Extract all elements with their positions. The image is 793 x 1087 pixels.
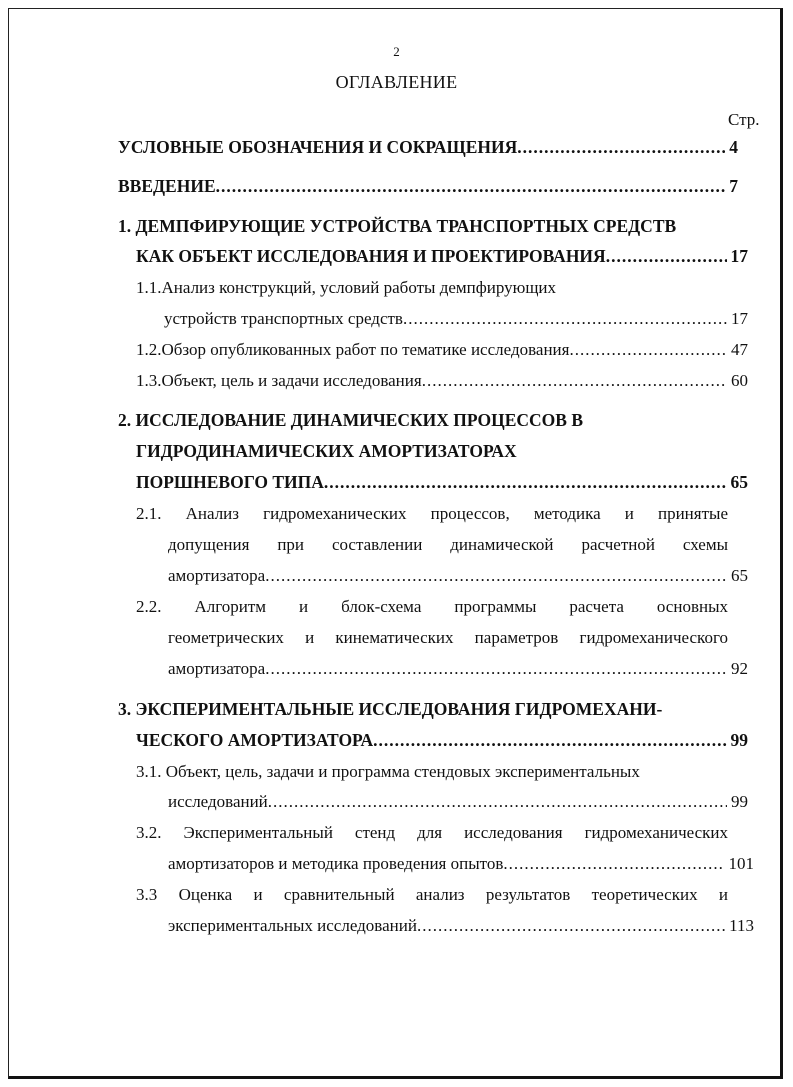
toc-page-number: 65 [731,566,748,585]
page-number: 2 [393,44,400,59]
toc-entry-text: амортизаторов и методика проведения опытов [168,854,504,873]
toc-chapter-2-line-2[interactable] [136,441,748,467]
toc-entry-text: 3.3 Оценка и сравнительный анализ результатов теоретических и [136,885,728,904]
toc-entry-text: КАК ОБЪЕКТ ИССЛЕДОВАНИЯ И ПРОЕКТИРОВАНИЯ [136,246,606,266]
toc-page-number: 101 [728,854,754,873]
toc-leader [324,472,727,493]
toc-chapter-3-line-2[interactable] [136,730,748,756]
toc-page-number: 65 [730,472,748,492]
toc-page-number: 17 [731,309,748,328]
toc-entry-text: амортизатора [168,566,266,585]
toc-section-2-1-line-1[interactable] [136,504,728,530]
toc-leader [503,854,724,874]
toc-page-number: 7 [729,176,738,196]
page-column-header: Стр. [728,110,760,129]
toc-entry-introduction[interactable] [118,176,738,202]
toc-section-3-1-line-2[interactable] [168,792,748,818]
toc-leader [265,566,727,586]
toc-leader [216,176,726,197]
toc-entry-text: ЧЕСКОГО АМОРТИЗАТОРА [136,730,374,750]
toc-chapter-3-line-1[interactable] [118,699,738,725]
toc-entry-text: 1. ДЕМПФИРУЮЩИЕ УСТРОЙСТВА ТРАНСПОРТНЫХ СРЕДСТВ [118,216,677,236]
toc-leader [517,137,725,158]
toc-entry-text: 1.2.Обзор опубликованных работ по тематике исследования [136,340,570,359]
toc-entry-text: 2. ИССЛЕДОВАНИЕ ДИНАМИЧЕСКИХ ПРОЦЕССОВ В [118,410,583,430]
toc-page-number: 60 [731,371,748,390]
toc-entry-text: ПОРШНЕВОГО ТИПА [136,472,324,492]
toc-leader [403,309,727,329]
toc-entry-text: амортизатора [168,659,266,678]
toc-entry-text: ГИДРОДИНАМИЧЕСКИХ АМОРТИЗАТОРАХ [136,441,517,461]
toc-entry-text: геометрических и кинематических параметров гидромеханического [168,628,728,647]
toc-section-2-1-line-3[interactable] [168,566,748,592]
toc-leader [265,659,727,679]
toc-leader [569,340,727,360]
toc-entry-text: допущения при составлении динамической расчетной схемы [168,535,728,554]
toc-leader [268,792,727,812]
toc-section-2-2-line-3[interactable] [168,659,748,685]
toc-page-number: 99 [731,792,748,811]
toc-entry-text: 1.1.Анализ конструкций, условий работы демпфирующих [136,278,557,297]
toc-section-1-1-line-1[interactable] [136,278,748,304]
toc-section-3-1-line-1[interactable] [136,762,748,788]
toc-entry-text: УСЛОВНЫЕ ОБОЗНАЧЕНИЯ И СОКРАЩЕНИЯ [118,137,518,157]
toc-section-3-2-line-1[interactable] [136,823,728,849]
toc-leader [373,730,726,751]
toc-leader [606,246,727,267]
toc-page-number: 4 [729,137,738,157]
toc-section-1-3[interactable] [136,371,748,397]
toc-chapter-1-line-2[interactable] [136,246,748,272]
toc-section-3-2-line-2[interactable] [168,854,754,880]
toc-page-number: 47 [731,340,748,359]
toc-entry-text: 3.2. Экспериментальный стенд для исследования гидромеханических [136,823,728,842]
toc-section-2-1-line-2[interactable] [168,535,728,561]
toc-entry-text: устройств транспортных средств [164,309,403,328]
toc-section-1-2[interactable] [136,340,748,366]
toc-page-number: 92 [731,659,748,678]
toc-section-3-3-line-1[interactable] [136,885,728,911]
toc-entry-text: 3. ЭКСПЕРИМЕНТАЛЬНЫЕ ИССЛЕДОВАНИЯ ГИДРОМЕХАНИ- [118,699,663,719]
toc-page-number: 113 [729,916,754,935]
toc-entry-text: 1.3.Объект, цель и задачи исследования [136,371,422,390]
toc-entry-text: исследований [168,792,268,811]
toc-entry-text: 2.1. Анализ гидромеханических процессов, методика и принятые [136,504,728,523]
toc-entry-text: ВВЕДЕНИЕ [118,176,216,196]
toc-chapter-2-line-1[interactable] [118,410,738,436]
toc-section-2-2-line-1[interactable] [136,597,728,623]
toc-section-1-1-line-2[interactable] [164,309,748,335]
toc-entry-text: экспериментальных исследований [168,916,417,935]
toc-chapter-2-line-3[interactable] [136,472,748,498]
toc-section-3-3-line-2[interactable] [168,916,754,942]
toc-page-number: 17 [730,246,748,266]
page-title: ОГЛАВЛЕНИЕ [335,72,458,92]
toc-leader [422,371,727,391]
toc-entry-text: 3.1. Объект, цель, задачи и программа стендовых экспериментальных [136,762,640,781]
toc-entry-text: 2.2. Алгоритм и блок-схема программы расчета основных [136,597,728,616]
toc-chapter-1-line-1[interactable] [118,216,738,242]
toc-entry-abbreviations[interactable] [118,137,738,163]
toc-leader [417,916,725,936]
toc-section-2-2-line-2[interactable] [168,628,728,654]
toc-page-number: 99 [730,730,748,750]
